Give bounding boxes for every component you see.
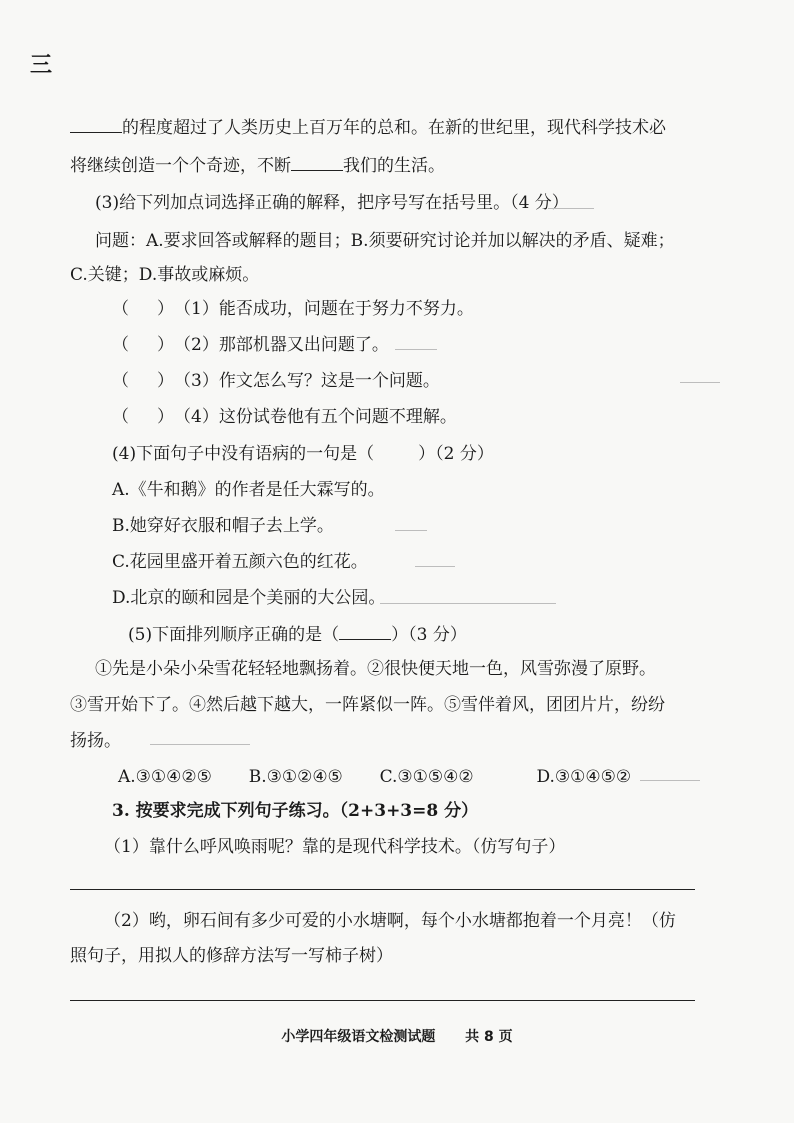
question-3-prompt: (3)给下列加点词选择正确的解释，把序号写在括号里。（4 分）	[95, 193, 569, 213]
question-5-choices	[118, 764, 724, 790]
question-5-passage: ①先是小朵小朵雪花轻轻地飘扬着。②很快便天地一色，风雪弥漫了原野。	[95, 659, 656, 679]
section-3-question-2-cont: 照句子，用拟人的修辞方法写一写柿子树）	[70, 946, 393, 966]
choice-a[interactable]: A.③①④②⑤	[118, 767, 212, 787]
question-5-prompt: (5)下面排列顺序正确的是（ ）（3 分）	[128, 621, 724, 648]
question-4-option: B.她穿好衣服和帽子去上学。	[112, 516, 334, 536]
question-3-definitions: 问题：A.要求回答或解释的题目；B.须要研究讨论并加以解决的矛盾、疑难；	[95, 231, 675, 251]
answer-bracket[interactable]: （ ）	[112, 335, 174, 355]
fill-blank-1[interactable]	[70, 114, 122, 133]
scan-mark	[395, 349, 437, 350]
question-4-option: A.《牛和鹅》的作者是任大霖写的。	[112, 480, 385, 500]
question-4-option: C.花园里盛开着五颜六色的红花。	[112, 552, 368, 572]
question-4-option: D.北京的颐和园是个美丽的大公园。	[112, 588, 386, 608]
page-footer	[0, 1026, 794, 1046]
scan-mark	[640, 780, 700, 781]
question-5-passage: ③雪开始下了。④然后越下越大，一阵紧似一阵。⑤雪伴着风，团团片片，纷纷	[70, 695, 665, 715]
answer-line-2[interactable]	[70, 1000, 695, 1001]
scan-mark	[395, 530, 427, 531]
footer-title: 小学四年级语文检测试题	[281, 1029, 436, 1045]
scan-mark	[415, 566, 455, 567]
answer-bracket[interactable]: （ ）	[112, 299, 174, 319]
question-4-prompt: (4)下面句子中没有语病的一句是（ ）（2 分）	[112, 444, 494, 464]
question-3-item: （ ）（4）这份试卷他有五个问题不理解。	[112, 404, 724, 430]
answer-line-1[interactable]	[70, 889, 695, 890]
choice-d[interactable]: D.③①④⑤②	[536, 767, 632, 787]
scan-mark	[680, 382, 720, 383]
section-3-title: 3. 按要求完成下列句子练习。（2+3+3=8 分）	[112, 801, 479, 821]
fill-blank-2[interactable]	[291, 152, 343, 171]
footer-page-count: 共 8 页	[465, 1029, 513, 1045]
question-3-item: （ ）（1）能否成功，问题在于努力不努力。	[112, 296, 724, 322]
section-3-question-1: （1）靠什么呼风唤雨呢？靠的是现代科学技术。（仿写句子）	[104, 837, 566, 857]
answer-bracket[interactable]	[339, 621, 391, 640]
question-3-item: （ ）（2）那部机器又出问题了。	[112, 332, 724, 358]
answer-bracket[interactable]: （ ）	[112, 371, 174, 391]
answer-bracket[interactable]: （ ）	[112, 407, 174, 427]
passage-line-2: 将继续创造一个个奇迹，不断 我们的生活。	[70, 152, 724, 179]
choice-b[interactable]: B.③①②④⑤	[248, 767, 343, 787]
question-5-passage: 扬扬。	[70, 731, 121, 751]
margin-mark: 三	[30, 53, 51, 78]
scan-mark	[548, 208, 594, 209]
section-3-question-2: （2）哟，卵石间有多少可爱的小水塘啊，每个小水塘都抱着一个月亮！（仿	[104, 911, 676, 931]
question-3-item: （ ）（3）作文怎么写？这是一个问题。	[112, 368, 724, 394]
passage-line-1: 的程度超过了人类历史上百万年的总和。在新的世纪里，现代科学技术必	[70, 114, 724, 141]
choice-c[interactable]: C.③①⑤④②	[379, 767, 474, 787]
scan-mark	[380, 603, 556, 604]
scan-mark	[150, 744, 250, 745]
question-3-definitions-cont: C.关键；D.事故或麻烦。	[70, 265, 260, 285]
